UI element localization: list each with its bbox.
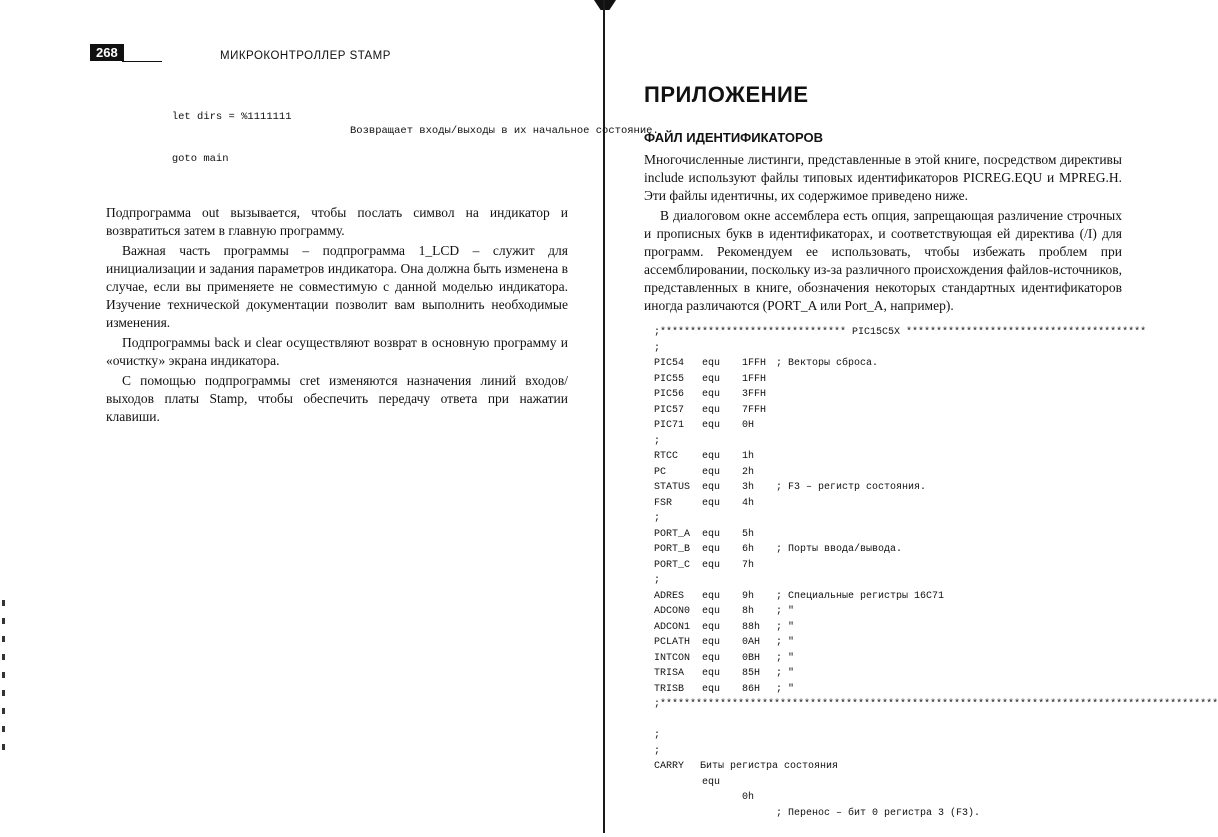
- code-line: [134, 138, 580, 165]
- listing-row: [654, 372, 1129, 388]
- listing-row: [654, 666, 1129, 682]
- listing-name: PIC54: [654, 358, 685, 369]
- listing-comment: ; ": [776, 668, 795, 679]
- listing-row: [654, 356, 1129, 372]
- status-bits-title: Биты регистра состояния: [700, 761, 839, 772]
- listing-op: equ: [702, 420, 721, 431]
- page-edge-marks: [2, 600, 5, 750]
- listing-name: PORT_B: [654, 544, 691, 555]
- listing-row: [654, 418, 1129, 434]
- listing-comment: ; Перенос – бит 0 регистра 3 (F3).: [776, 807, 981, 819]
- listing-value: 7FFH: [742, 404, 767, 416]
- paragraph: Подпрограмма out вызывается, чтобы послать символ на индикатор и возвратиться затем в главную программу.: [106, 205, 568, 238]
- listing-op: equ: [702, 404, 721, 416]
- listing-name: PIC55: [654, 373, 685, 385]
- listing-value: 0AH: [742, 637, 761, 648]
- listing-comment: ; ": [776, 606, 795, 617]
- left-page: [60, 36, 659, 428]
- listing-row: [654, 573, 1129, 589]
- listing-value: 0H: [742, 420, 755, 431]
- listing-op: equ: [702, 776, 721, 788]
- listing-row: [654, 511, 1129, 527]
- listing-row: [654, 403, 1129, 419]
- listing-row: [654, 635, 1129, 651]
- listing-op: equ: [702, 528, 721, 540]
- left-body-text: [106, 204, 568, 426]
- listing-name: PIC71: [654, 420, 685, 431]
- paragraph: С помощью подпрограммы cret изменяются назначения линий входов/выходов платы Stamp, чтобы обеспечить передачу ответа при нажатии клавиши.: [106, 373, 568, 424]
- listing-name: CARRY: [654, 761, 685, 772]
- paragraph: Важная часть программы – подпрограмма 1_LCD – служит для инициализации и задания параметров индикатора. Она должна быть изменена в случае, если вы применяете не совместимую с данной моделью индикатора. Изучение технической документации позволит вам выполнить необходимые изменения.: [106, 243, 568, 330]
- page-number: 268: [90, 44, 124, 61]
- listing-name: FSR: [654, 497, 673, 509]
- listing-value: 88h: [742, 621, 761, 633]
- listing-comment-marker: ;: [654, 730, 661, 741]
- listing-comment: ; ": [776, 621, 795, 633]
- listing-row: [654, 682, 1129, 698]
- listing-comment-marker: ;: [654, 745, 661, 757]
- paragraph: В диалоговом окне ассемблера есть опция, запрещающая различение строчных и прописных букв в идентификаторах, и соответствующая ей директива (/I) для программ. Рекомендуем ее использовать, чтобы избежать проблем при ассемблировании, поскольку из-за различного происхождения файлов-источников, представленных в книге, обозначения некоторых стандартных идентификаторов иногда различаются (PORT_A или Port_A, например).: [644, 208, 1122, 313]
- right-body-text: [644, 151, 1122, 315]
- listing-op: equ: [702, 621, 721, 633]
- listing-value: 5h: [742, 528, 755, 540]
- listing-name: PORT_A: [654, 528, 691, 540]
- listing-value: 8h: [742, 606, 755, 617]
- listing-name: ;: [654, 435, 661, 447]
- listing-row: [654, 480, 1129, 496]
- listing-row: [654, 449, 1129, 465]
- code-snippet: [134, 68, 659, 180]
- identifier-listing: [654, 325, 1218, 819]
- code-text: goto main: [171, 153, 229, 165]
- listing-name: ADCON1: [654, 621, 691, 633]
- listing-name: STATUS: [654, 482, 691, 493]
- listing-comment: ; Векторы сброса.: [776, 358, 879, 369]
- listing-comment: ; Порты ввода/вывода.: [776, 544, 903, 555]
- listing-op: equ: [702, 358, 721, 369]
- listing-op: equ: [702, 373, 721, 385]
- listing-name: PC: [654, 466, 667, 478]
- listing-name: TRISB: [654, 683, 685, 695]
- listing-value: 85H: [742, 668, 761, 679]
- listing-comment: ; ": [776, 637, 795, 648]
- listing-name: ADCON0: [654, 606, 691, 617]
- listing-op: equ: [702, 451, 721, 462]
- listing-name: PIC57: [654, 404, 685, 416]
- listing-rows: [654, 341, 1129, 698]
- listing-value: 1FFH: [742, 358, 767, 369]
- listing-row: [654, 434, 1129, 450]
- listing-row: [654, 604, 1129, 620]
- section-title: ФАЙЛ ИДЕНТИФИКАТОРОВ: [644, 130, 824, 145]
- listing-op: equ: [702, 590, 721, 602]
- listing-value: 7h: [742, 559, 755, 571]
- listing-row: [654, 558, 1129, 574]
- listing-op: equ: [702, 497, 721, 509]
- listing-op: equ: [702, 544, 721, 555]
- code-text: let dirs = %1111111: [171, 111, 292, 123]
- listing-separator: ;*********************************************************************************************: [654, 699, 1218, 710]
- listing-name: ADRES: [654, 590, 685, 602]
- paragraph: Многочисленные листинги, представленные в этой книге, посредством директивы include используют файлы типовых идентификаторов PICREG.EQU и MPREG.H. Эти файлы идентичны, их содержимое приведено ниже.: [644, 152, 1122, 203]
- listing-comment: ; ": [776, 652, 795, 664]
- listing-name: ;: [654, 513, 661, 524]
- listing-value: 9h: [742, 590, 755, 602]
- running-title: МИКРОКОНТРОЛЛЕР STAMP: [220, 50, 391, 62]
- listing-op: equ: [702, 606, 721, 617]
- listing-name: PIC56: [654, 389, 685, 400]
- listing-row: [654, 341, 1129, 357]
- listing-name: INTCON: [654, 652, 691, 664]
- listing-name: TRISA: [654, 668, 685, 679]
- listing-name: ;: [654, 342, 661, 354]
- appendix-title: ПРИЛОЖЕНИЕ: [644, 82, 809, 107]
- spine-mark: [594, 0, 616, 10]
- listing-row: [654, 527, 1129, 543]
- listing-value: 2h: [742, 466, 755, 478]
- listing-op: equ: [702, 668, 721, 679]
- listing-value: 0BH: [742, 652, 761, 664]
- listing-op: equ: [702, 683, 721, 695]
- code-line: [134, 96, 659, 137]
- listing-value: 3FFH: [742, 389, 767, 400]
- listing-row: [654, 496, 1129, 512]
- listing-value: 1FFH: [742, 373, 767, 385]
- listing-row: [654, 713, 1129, 741]
- listing-value: 1h: [742, 451, 755, 462]
- listing-name: ;: [654, 575, 661, 586]
- listing-row: [654, 542, 1129, 558]
- running-head: [60, 36, 580, 66]
- listing-comment: ; Специальные регистры 16C71: [776, 590, 945, 602]
- listing-row: [654, 465, 1129, 481]
- listing-row: [654, 620, 1129, 636]
- listing-op: equ: [702, 389, 721, 400]
- listing-value: 86H: [742, 683, 761, 695]
- paragraph: Подпрограммы back и clear осуществляют возврат в основную программу и «очистку» экрана индикатора.: [106, 335, 568, 368]
- listing-op: equ: [702, 652, 721, 664]
- listing-comment: ; ": [776, 683, 795, 695]
- listing-op: equ: [702, 637, 721, 648]
- listing-op: equ: [702, 482, 721, 493]
- code-comment: Возвращает входы/выходы в их начальное состояние.: [350, 125, 659, 137]
- listing-op: equ: [702, 559, 721, 571]
- listing-name: PORT_C: [654, 559, 691, 571]
- listing-op: equ: [702, 466, 721, 478]
- right-page: [644, 70, 1218, 819]
- listing-value: 3h: [742, 482, 755, 493]
- listing-value: 0h: [742, 792, 755, 803]
- listing-row: [654, 589, 1129, 605]
- listing-row: [654, 651, 1129, 667]
- listing-name: PCLATH: [654, 637, 691, 648]
- listing-value: 6h: [742, 544, 755, 555]
- listing-value: 4h: [742, 497, 755, 509]
- listing-name: RTCC: [654, 451, 679, 462]
- listing-comment: ; F3 – регистр состояния.: [776, 482, 927, 493]
- running-head-rule: [122, 61, 162, 62]
- listing-row: [654, 387, 1129, 403]
- listing-header: ;******************************* PIC15C5X ****************************************: [654, 327, 1147, 338]
